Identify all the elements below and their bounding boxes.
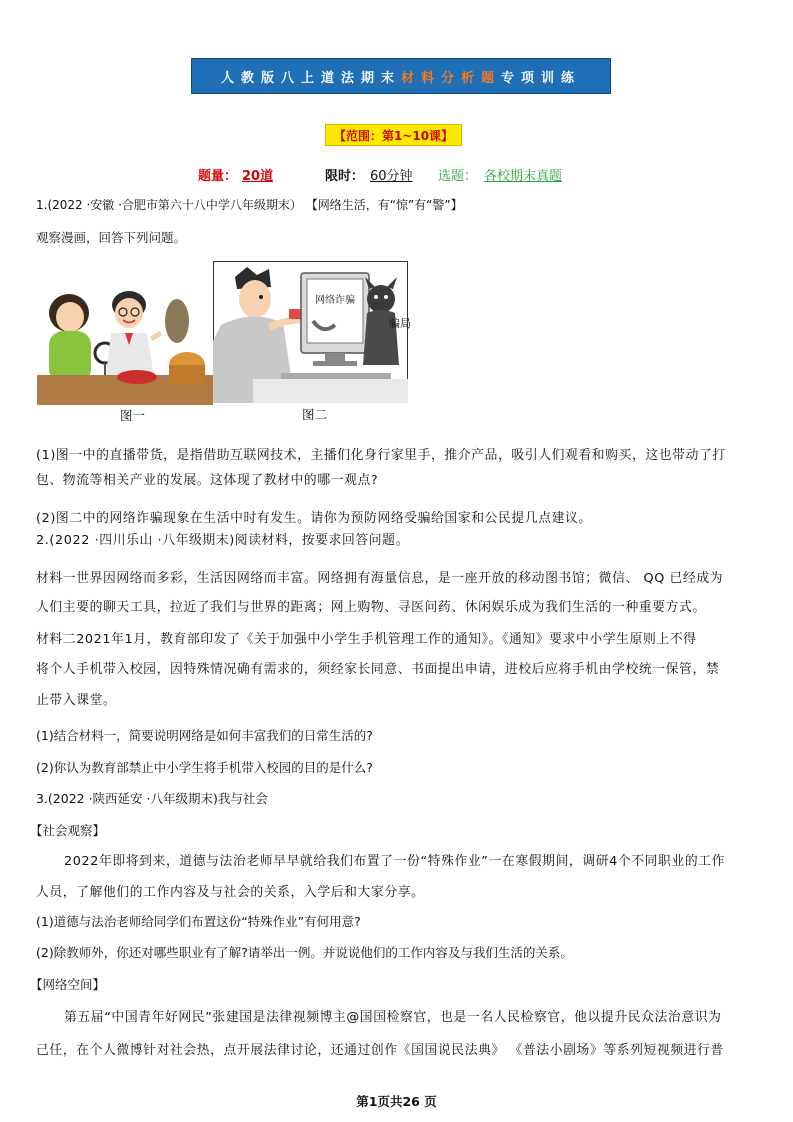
q3-p1-line1: 2022年即将到来，道德与法治老师早早就给我们布置了一份“特殊作业”一在寒假期间，调研4个不同职业的工作: [64, 854, 726, 869]
count-value: 20道: [242, 169, 274, 184]
q2-sub1: (1)结合材料一，简要说明网络是如何丰富我们的日常生活的?: [36, 728, 373, 743]
q2-m2-line2: 将个人手机带入校园，因特殊情况确有需求的，须经家长同意、书面提出申请，进校后应将手机由学校统一保管，禁: [36, 662, 720, 677]
q3-section-social: 【社会观察】: [30, 823, 106, 838]
source-label: 选题：: [438, 169, 478, 184]
q2-m1-line2: 人们主要的聊天工具，拉近了我们与世界的距离；网上购物、寻医问药、休闲娱乐成为我们生活的一种重要方式。: [36, 600, 706, 615]
q2-m2-line1: 材料二2021年1月，教育部印发了《关于加强中小学生手机管理工作的通知》。《通知》要求中小学生原则上不得: [36, 632, 697, 647]
fig2-caption: 图二: [302, 407, 328, 422]
q1-header: 1.(2022 ·安徽 ·合肥市第六十八中学八年级期末） 【网络生活，有“惊”有“警”】: [36, 198, 463, 212]
q1-intro: 观察漫画，回答下列问题。: [36, 230, 187, 245]
q3-p2-line2: 己任，在个人微博针对社会热，点开展法律讨论，还通过创作《国国说民法典》 《普法小剧场》等系列短视频进行普: [36, 1043, 724, 1058]
time-label: 限时：: [325, 169, 365, 184]
time-value: 60分钟: [370, 169, 413, 184]
figure-livestream-illustration: [37, 283, 213, 405]
q2-m2-line3: 止带入课堂。: [36, 693, 117, 708]
fig1-caption: 图一: [120, 408, 146, 423]
fig2-label-text: 骗局: [389, 317, 411, 330]
q1-sub2: (2)图二中的网络诈骗现象在生活中时有发生。请你为预防网络受骗给国家和公民提几点建议。: [36, 511, 592, 526]
range-badge: 【范围：第1~10课】: [325, 124, 462, 146]
title-banner: [191, 58, 611, 94]
q2-header: 2.(2022 ·四川乐山 ·八年级期末)阅读材料，按要求回答问题。: [36, 533, 409, 548]
source-value: 各校期末真题: [484, 169, 563, 184]
fig2-screen-text: 网络诈骗: [315, 295, 355, 306]
page-number: 第1页共26 页: [356, 1094, 437, 1109]
q3-sub1: (1)道德与法治老师给同学们布置这份“特殊作业”有何用意?: [36, 914, 361, 929]
title-part2: 材料分析题: [400, 70, 501, 86]
q3-p1-line2: 人员，了解他们的工作内容及与社会的关系，入学后和大家分享。: [36, 885, 425, 900]
q2-m1-line1: 材料一世界因网络而多彩，生活因网络而丰富。网络拥有海量信息，是一座开放的移动图书馆；微信、 QQ 已经成为: [36, 571, 724, 586]
q1-sub1-line1: (1)图一中的直播带货，是指借助互联网技术，主播们化身行家里手，推介产品，吸引人们观看和购买，这也带动了打: [36, 448, 726, 463]
q1-sub1-line2: 包、物流等相关产业的发展。这体现了教材中的哪一观点?: [36, 473, 379, 488]
q2-sub2: (2)你认为教育部禁止中小学生将手机带入校园的目的是什么?: [36, 760, 373, 775]
q3-section-network: 【网络空间】: [30, 977, 106, 992]
q3-sub2: (2)除教师外，你还对哪些职业有了解?请举出一例。并说说他们的工作内容及与我们生活的关系。: [36, 945, 573, 960]
figure-online-fraud-illustration: [213, 261, 411, 403]
q3-p2-line1: 第五届“中国青年好网民”张建国是法律视频博主@国国检察官，也是一名人民检察官，他以提升民众法治意识为: [64, 1010, 722, 1025]
q3-header: 3.(2022 ·陕西延安 ·八年级期末)我与社会: [36, 791, 268, 806]
title-part3: 专项训练: [501, 70, 582, 86]
title-part1: 人教版八上道法期末: [220, 70, 401, 86]
count-label: 题量：: [198, 169, 238, 184]
